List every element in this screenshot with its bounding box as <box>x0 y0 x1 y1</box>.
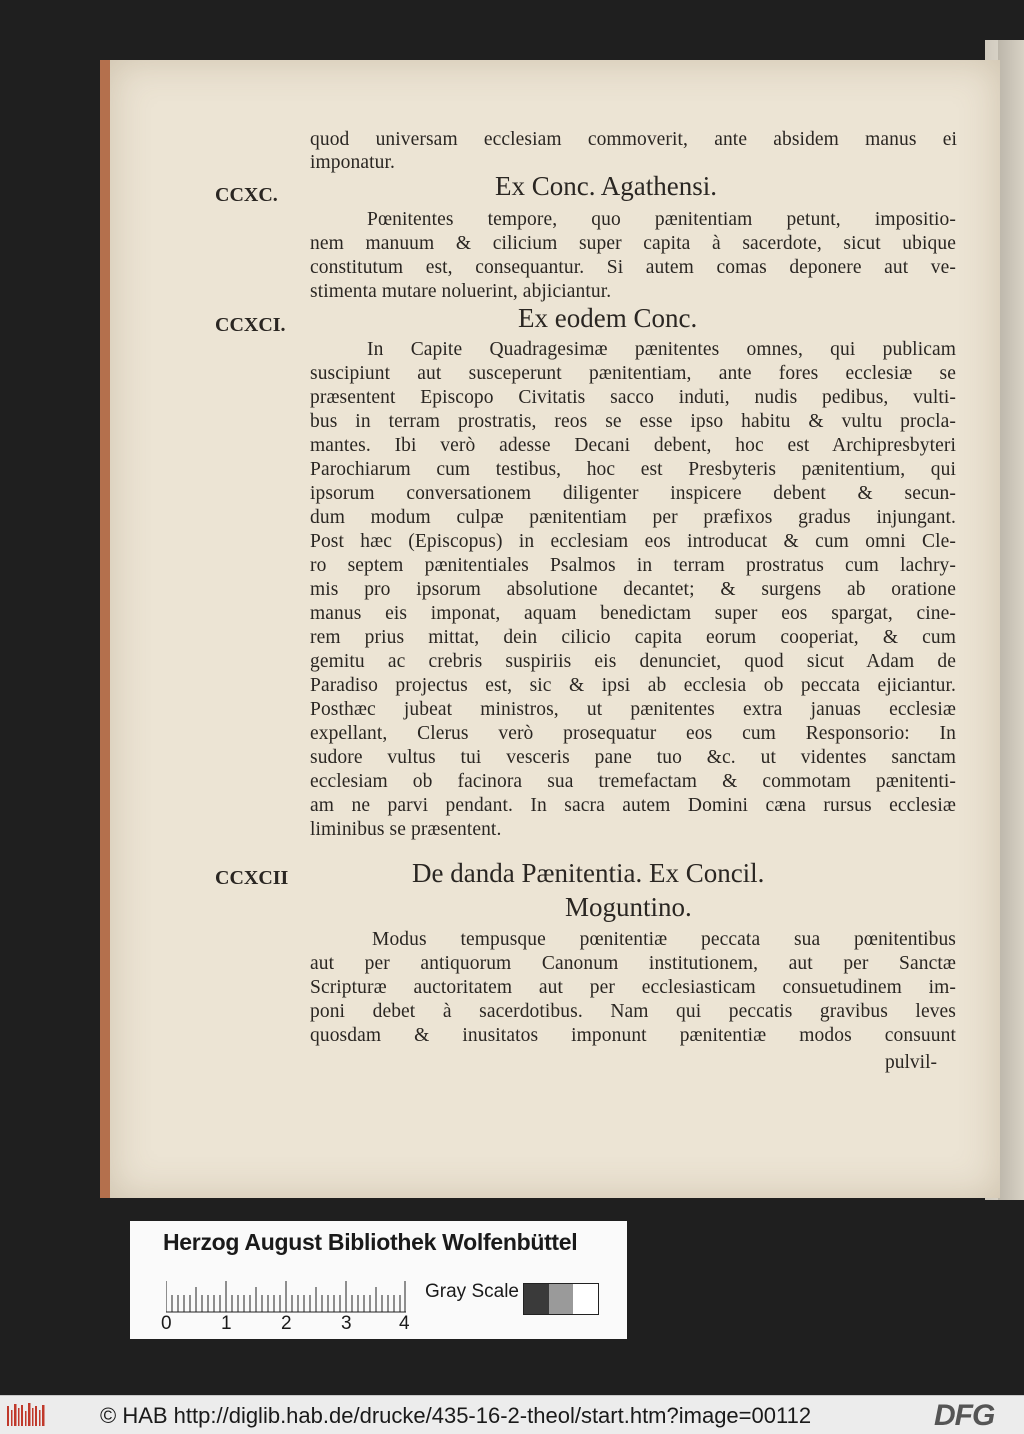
barcode-icon <box>6 1402 46 1429</box>
ruler-numbers <box>158 1313 418 1337</box>
viewer-footer <box>0 1395 1024 1434</box>
section-heading: Ex Conc. Agathensi. <box>495 171 717 201</box>
text-line: Post hæc (Episcopus) in ecclesiam eos introducat & cum omni Cle- <box>310 531 956 552</box>
text-line: rem prius mittat, dein cilicio capita eorum cooperiat, & cum <box>310 627 956 648</box>
text-line: am ne parvi pendant. In sacra autem Domini cæna rursus ecclesiæ <box>310 795 956 816</box>
ruler-icon <box>166 1281 406 1313</box>
text-line: nem manuum & cilicium super capita à sacerdote, sicut ubique <box>310 233 956 254</box>
text-line: bus in terram prostratis, reos se esse ipso habitu & vultu procla- <box>310 411 956 432</box>
section-heading: De danda Pænitentia. Ex Concil. <box>412 858 765 888</box>
text-line: expellant, Clerus verò prosequatur eos cum Responsorio: In <box>310 723 956 744</box>
text-line: suscipiunt aut susceperunt pænitentiam, ante fores ecclesiæ se <box>310 363 956 384</box>
text-line: quosdam & inusitatos imponunt pænitentiæ modos consuunt <box>310 1025 956 1046</box>
library-color-card <box>130 1221 627 1339</box>
section-heading-continued: Moguntino. <box>565 892 692 922</box>
text-line: gemitu ac crebris suspiriis eis denunciet, quod sicut Adam de <box>310 651 956 672</box>
dfg-logo: DFG <box>934 1399 995 1432</box>
swatch-light <box>573 1284 598 1314</box>
copyright-url[interactable]: © HAB http://diglib.hab.de/drucke/435-16-2-theol/start.htm?image=00112 <box>100 1403 812 1428</box>
text-line: quod universam ecclesiam commoverit, ante absidem manus ei <box>310 129 957 150</box>
text-line: poni debet à sacerdotibus. Nam qui peccatis gravibus leves <box>310 1001 956 1022</box>
text-line: imponatur. <box>310 152 395 173</box>
text-line: mantes. Ibi verò adesse Decani debent, hoc est Archipresbyteri <box>310 435 956 456</box>
text-line: aut per antiquorum Canonum institutionem, aut per Sanctæ <box>310 953 956 974</box>
text-line: constitutum est, consequantur. Si autem comas deponere aut ve- <box>310 257 956 278</box>
text-line: ro septem pænitentiales Psalmos in terram prostratus cum lachry- <box>310 555 956 576</box>
text-line: ipsorum conversationem diligenter inspicere debent & secun- <box>310 483 956 504</box>
text-line: ecclesiam ob facinora sua tremefactam & commotam pænitenti- <box>310 771 956 792</box>
text-line: Posthæc jubeat ministros, ut pænitentes extra januas ecclesiæ <box>310 699 956 720</box>
text-line: stimenta mutare noluerint, abjiciantur. <box>310 281 612 302</box>
text-line: Pœnitentes tempore, quo pænitentiam petunt, impositio- <box>367 209 956 230</box>
text-line: mis pro ipsorum absolutione decantet; & surgens ab oratione <box>310 579 956 600</box>
catchword: pulvil- <box>885 1052 937 1073</box>
page-spine <box>998 40 1024 1200</box>
text-line: Scripturæ auctoritatem aut per ecclesiasticam consuetudinem im- <box>310 977 956 998</box>
ruler-number: 0 <box>161 1313 172 1334</box>
ruler-number: 1 <box>221 1313 232 1334</box>
swatch-dark <box>524 1284 549 1314</box>
text-line: dum modum culpæ pænitentiam per præfixos gradus injungant. <box>310 507 956 528</box>
section-number: CCXC. <box>215 184 278 206</box>
text-line: In Capite Quadragesimæ pænitentes omnes, qui publicam <box>367 339 956 360</box>
text-line: sudore vultus tui vesceris pane tuo &c. ut videntes sanctam <box>310 747 956 768</box>
ruler-number: 3 <box>341 1313 352 1334</box>
section-heading: Ex eodem Conc. <box>518 303 698 333</box>
section-number: CCXCII <box>215 867 289 889</box>
ruler-number: 4 <box>399 1313 410 1334</box>
text-line: manus eis imponat, aquam benedictam super eos spargat, cine- <box>310 603 956 624</box>
text-line: præsentent Episcopo Civitatis sacco induti, nudis pedibus, vulti- <box>310 387 956 408</box>
section-number: CCXCI. <box>215 314 286 336</box>
text-line: liminibus se præsentent. <box>310 819 502 840</box>
gray-scale-label: Gray Scale <box>425 1281 519 1302</box>
text-line: Paradiso projectus est, sic & ipsi ab ecclesia ob peccata ejiciantur. <box>310 675 956 696</box>
swatch-mid <box>549 1284 574 1314</box>
gray-scale-swatch <box>523 1283 599 1315</box>
text-line: Modus tempusque pœnitentiæ peccata sua pœnitentibus <box>372 929 956 950</box>
library-name: Herzog August Bibliothek Wolfenbüttel <box>163 1229 578 1255</box>
text-line: Parochiarum cum testibus, hoc est Presbyteris pænitentium, qui <box>310 459 956 480</box>
ruler-number: 2 <box>281 1313 292 1334</box>
